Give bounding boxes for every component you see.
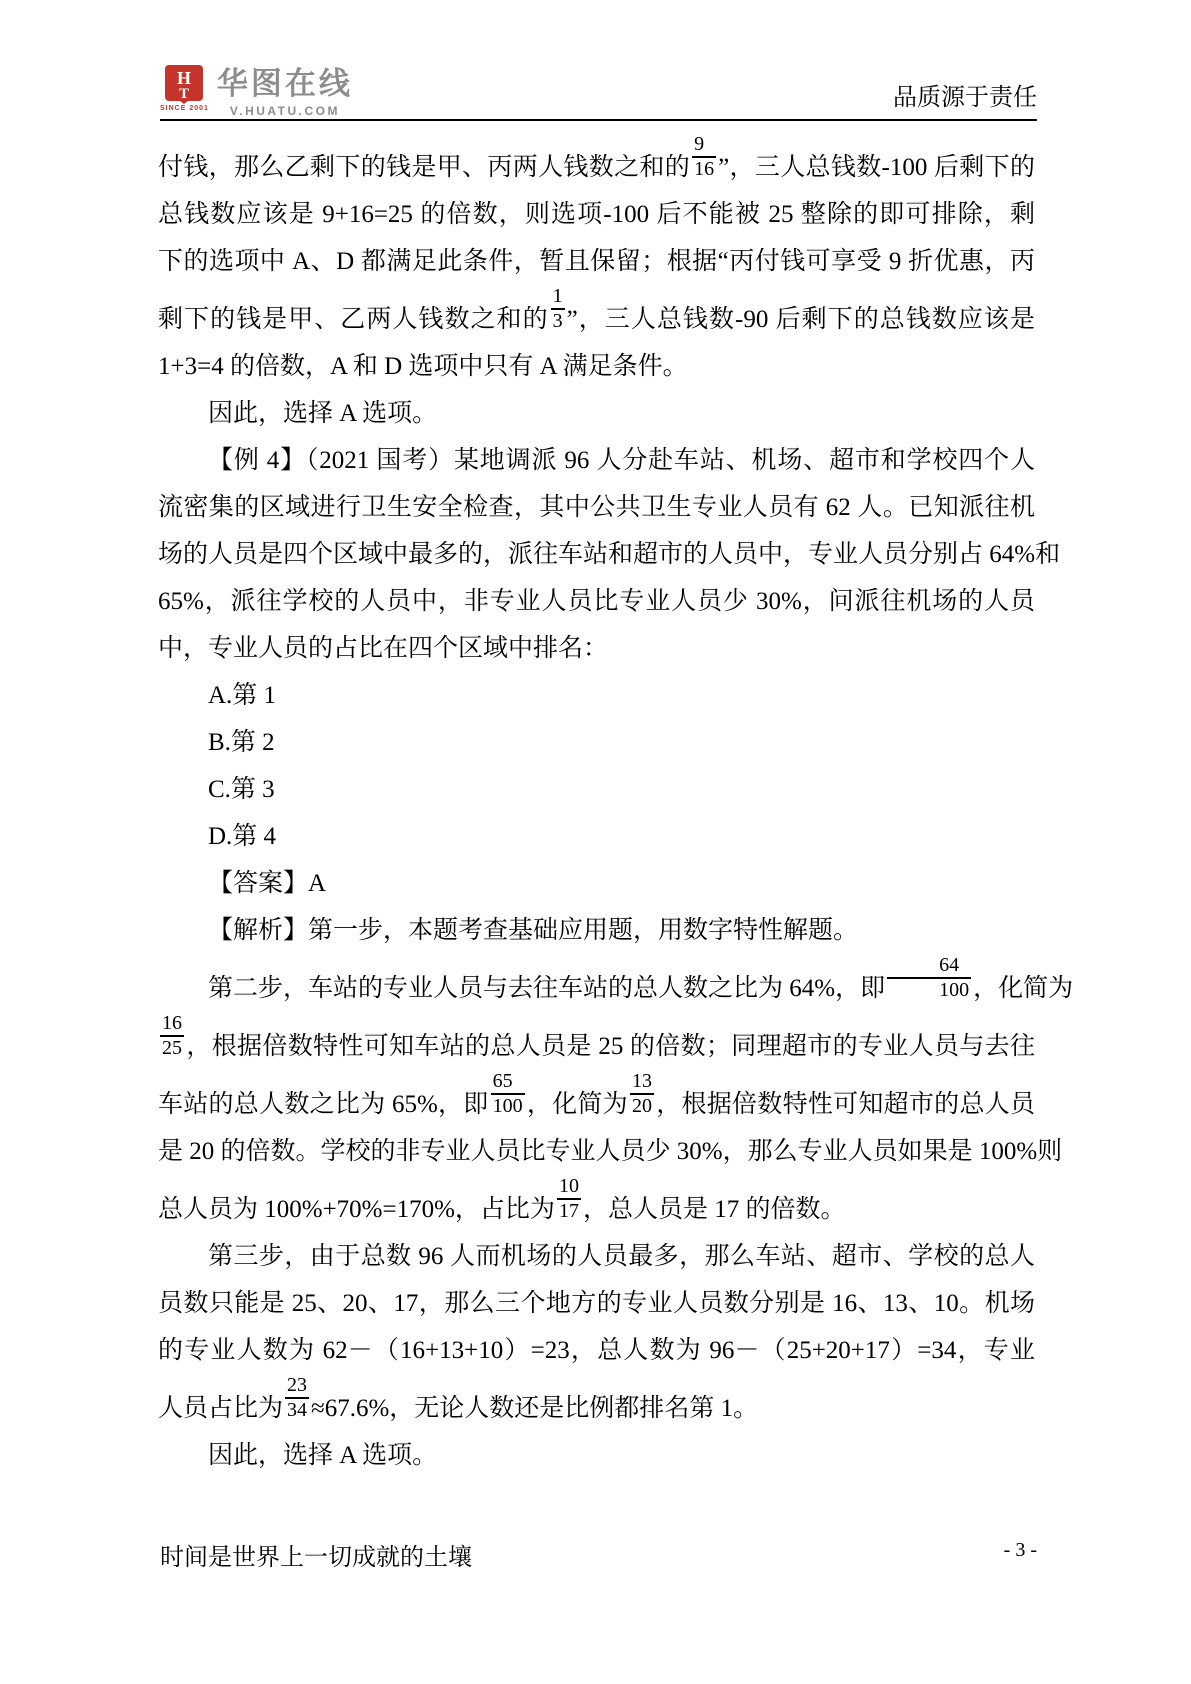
fraction [285, 1374, 309, 1422]
header-slogan: 品质源于责任 [893, 85, 1037, 111]
text-line: 总人员为 100%+70%=170%，占比为 $\frac{10}{17}$ ，总人员是 17 的倍数。 [158, 1175, 846, 1223]
fraction [160, 1012, 184, 1060]
fraction-denominator: 16 [694, 158, 715, 180]
fraction-numerator: 65 [491, 1070, 525, 1095]
fraction [491, 1070, 525, 1118]
text-line: 流密集的区域进行卫生安全检查，其中公共卫生专业人员有 62 人。已知派往机 [158, 494, 1035, 521]
logo-since-text: SINCE 2001 [160, 105, 209, 112]
text-line: 总钱数应该是 9+16=25 的倍数，则选项-100 后不能被 25 整除的即可排除，剩 [158, 201, 1035, 228]
text-line: 车站的总人数之比为 65%，即 $\frac{65}{100}$ ，化简为 $\frac{13}{20}$ ，根据倍数特性可知超市的总人员 [158, 1070, 1035, 1118]
fraction [551, 285, 565, 333]
fraction-numerator: 64 [887, 954, 971, 979]
page-number: - 3 - [1003, 1539, 1037, 1561]
header-divider [160, 119, 1037, 121]
text-line: $\frac{16}{25}$ ，根据倍数特性可知车站的总人员是 25 的倍数；同理超市的专业人员与去往 [162, 1012, 1035, 1060]
text-line: 是 20 的倍数。学校的非专业人员比专业人员少 30%，那么专业人员如果是 100%则 [158, 1138, 1063, 1165]
text-line: 【例 4】（2021 国考）某地调派 96 人分赴车站、机场、超市和学校四个人 [208, 447, 1035, 474]
fraction-denominator: 34 [287, 1399, 308, 1421]
document-body [158, 133, 1074, 1479]
fraction-numerator: 10 [557, 1175, 581, 1200]
fraction-numerator: 23 [285, 1374, 309, 1399]
text-line: 场的人员是四个区域中最多的，派往车站和超市的人员中，专业人员分别占 64%和 [158, 541, 1061, 568]
huatu-logo [160, 64, 353, 118]
page-header [160, 64, 1037, 118]
text-line: 【答案】A [208, 870, 327, 897]
text-line: 下的选项中 A、D 都满足此条件，暂且保留；根据“丙付钱可享受 9 折优惠，丙 [158, 248, 1035, 275]
text-line: 65%，派往学校的人员中，非专业人员比专业人员少 30%，问派往机场的人员 [158, 588, 1035, 615]
fraction-numerator: 1 [551, 285, 565, 310]
text-line: B.第 2 [208, 729, 275, 756]
logo-wordmark [217, 64, 353, 118]
text-line: 因此，选择 A 选项。 [208, 400, 438, 427]
text-line: D.第 4 [208, 823, 277, 850]
text-line: 第三步，由于总数 96 人而机场的人员最多，那么车站、超市、学校的总人 [208, 1243, 1035, 1270]
fraction [692, 133, 716, 181]
fraction-denominator: 3 [552, 310, 563, 332]
fraction-denominator: 20 [631, 1095, 652, 1117]
monogram-letter-t: T [179, 86, 190, 102]
text-line: 人员占比为 $\frac{23}{34}$ ≈67.6%，无论人数还是比例都排名第 1。 [158, 1374, 759, 1422]
page-footer [160, 1537, 1037, 1572]
fraction-denominator: 17 [558, 1200, 579, 1222]
fraction [557, 1175, 581, 1223]
fraction-denominator: 100 [492, 1095, 523, 1117]
fraction-numerator: 13 [630, 1070, 654, 1095]
logo-mark [160, 64, 209, 112]
text-line: 中，专业人员的占比在四个区域中排名： [158, 635, 609, 662]
text-line: 付钱，那么乙剩下的钱是甲、丙两人钱数之和的 $\frac{9}{16}$ ”，三人总钱数-100 后剩下的 [158, 133, 1035, 181]
text-line: 第二步，车站的专业人员与去往车站的总人数之比为 64%，即 $\frac{64}{100}$ ，化简为 [208, 954, 1074, 1002]
text-line: 1+3=4 的倍数，A 和 D 选项中只有 A 满足条件。 [158, 353, 688, 380]
text-line: 【解析】第一步，本题考查基础应用题，用数字特性解题。 [208, 917, 859, 944]
monogram-letter-h: H [177, 68, 192, 88]
text-line: 的专业人数为 62－（16+13+10）=23，总人数为 96－（25+20+17）=34，专业 [158, 1337, 1035, 1364]
fraction-denominator: 100 [939, 979, 970, 1001]
text-line: 员数只能是 25、20、17，那么三个地方的专业人员数分别是 16、13、10。机场 [158, 1290, 1035, 1317]
text-line: 因此，选择 A 选项。 [208, 1442, 438, 1469]
text-line: C.第 3 [208, 776, 275, 803]
text-line: 剩下的钱是甲、乙两人钱数之和的 $\frac{1}{3}$ ”，三人总钱数-90 后剩下的总钱数应该是 [158, 285, 1035, 333]
footer-motto: 时间是世界上一切成就的土壤 [160, 1544, 472, 1571]
fraction [630, 1070, 654, 1118]
fraction-numerator: 16 [160, 1012, 184, 1037]
logo-domain-text: V.HUATU.COM [229, 104, 340, 118]
logo-brand-text: 华图在线 [216, 66, 353, 101]
huatu-monogram-icon [164, 64, 204, 104]
text-line: A.第 1 [208, 682, 277, 709]
fraction-numerator: 9 [692, 133, 716, 158]
fraction [887, 954, 971, 1002]
fraction-denominator: 25 [162, 1037, 182, 1059]
